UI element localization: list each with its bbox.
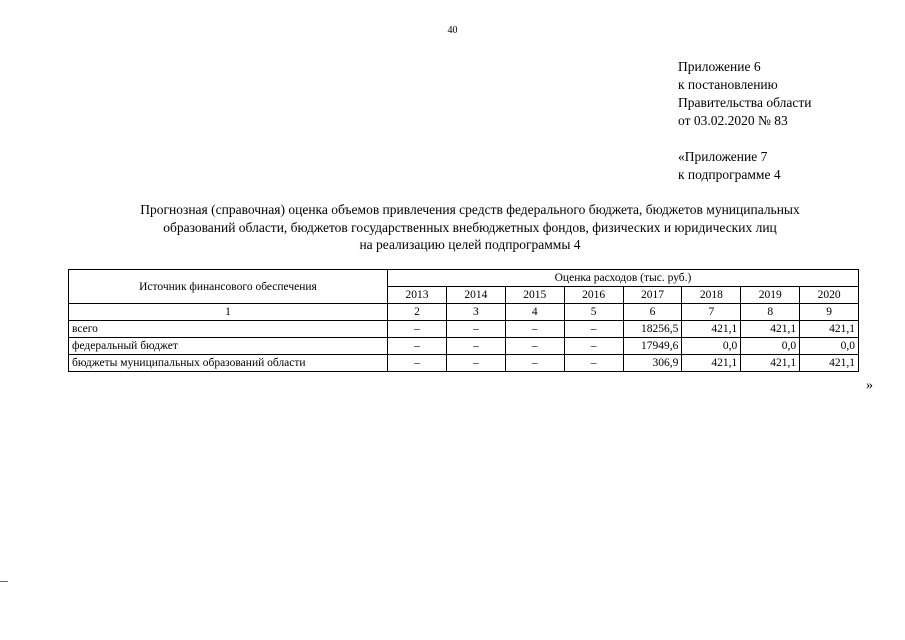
column-number: 1	[69, 304, 388, 321]
page-number: 40	[447, 25, 458, 36]
cell-value: 0,0	[800, 338, 859, 355]
cell-value: 421,1	[741, 355, 800, 372]
title-line: Прогнозная (справочная) оценка объемов привлечения средств федерального бюджета, бюджетов муниципальных	[140, 202, 800, 217]
cell-value: –	[505, 355, 564, 372]
funding-table	[68, 269, 859, 372]
previous-annex-block	[678, 148, 781, 184]
year-cell: 2018	[682, 287, 741, 304]
annex-line: от 03.02.2020 № 83	[678, 113, 788, 128]
cell-value: –	[388, 321, 447, 338]
year-cell: 2013	[388, 287, 447, 304]
cell-value: –	[446, 338, 505, 355]
year-cell: 2017	[623, 287, 682, 304]
cell-value: –	[446, 321, 505, 338]
annex-line: Правительства области	[678, 95, 812, 110]
column-numbers-row	[69, 304, 859, 321]
estimate-header: Оценка расходов (тыс. руб.)	[388, 270, 859, 287]
table-row-municipal	[69, 355, 859, 372]
cell-value: 421,1	[800, 321, 859, 338]
column-number: 9	[800, 304, 859, 321]
cell-value: 0,0	[682, 338, 741, 355]
column-number: 5	[564, 304, 623, 321]
cell-value: 18256,5	[623, 321, 682, 338]
cell-value: 421,1	[682, 355, 741, 372]
cell-value: 421,1	[800, 355, 859, 372]
previous-annex-line: «Приложение 7	[678, 149, 768, 164]
year-cell: 2019	[741, 287, 800, 304]
table-row-federal	[69, 338, 859, 355]
document-title	[80, 201, 860, 254]
cell-value: –	[388, 338, 447, 355]
cell-value: –	[388, 355, 447, 372]
closing-quote: »	[866, 378, 873, 393]
column-number: 7	[682, 304, 741, 321]
previous-annex-line: к подпрограмме 4	[678, 167, 781, 182]
row-source: бюджеты муниципальных образований области	[69, 355, 388, 372]
year-cell: 2016	[564, 287, 623, 304]
cell-value: 17949,6	[623, 338, 682, 355]
scan-edge-mark	[0, 581, 8, 582]
column-number: 8	[741, 304, 800, 321]
table-row-total	[69, 321, 859, 338]
column-number: 3	[446, 304, 505, 321]
cell-value: 0,0	[741, 338, 800, 355]
cell-value: 421,1	[741, 321, 800, 338]
annex-block	[678, 58, 811, 130]
cell-value: –	[564, 355, 623, 372]
cell-value: 421,1	[682, 321, 741, 338]
row-source: всего	[69, 321, 388, 338]
annex-line: к постановлению	[678, 77, 778, 92]
title-line: на реализацию целей подпрограммы 4	[359, 237, 581, 252]
cell-value: –	[505, 338, 564, 355]
cell-value: –	[564, 321, 623, 338]
annex-line: Приложение 6	[678, 59, 761, 74]
year-cell: 2015	[505, 287, 564, 304]
title-line: образований области, бюджетов государственных внебюджетных фондов, физических и юридических лиц	[163, 219, 777, 235]
year-cell: 2014	[446, 287, 505, 304]
cell-value: –	[505, 321, 564, 338]
cell-value: –	[446, 355, 505, 372]
row-source: федеральный бюджет	[69, 338, 388, 355]
column-number: 6	[623, 304, 682, 321]
column-number: 2	[388, 304, 447, 321]
table-header-row	[69, 270, 859, 287]
cell-value: 306,9	[623, 355, 682, 372]
column-number: 4	[505, 304, 564, 321]
year-cell: 2020	[800, 287, 859, 304]
cell-value: –	[564, 338, 623, 355]
source-header: Источник финансового обеспечения	[69, 270, 388, 304]
